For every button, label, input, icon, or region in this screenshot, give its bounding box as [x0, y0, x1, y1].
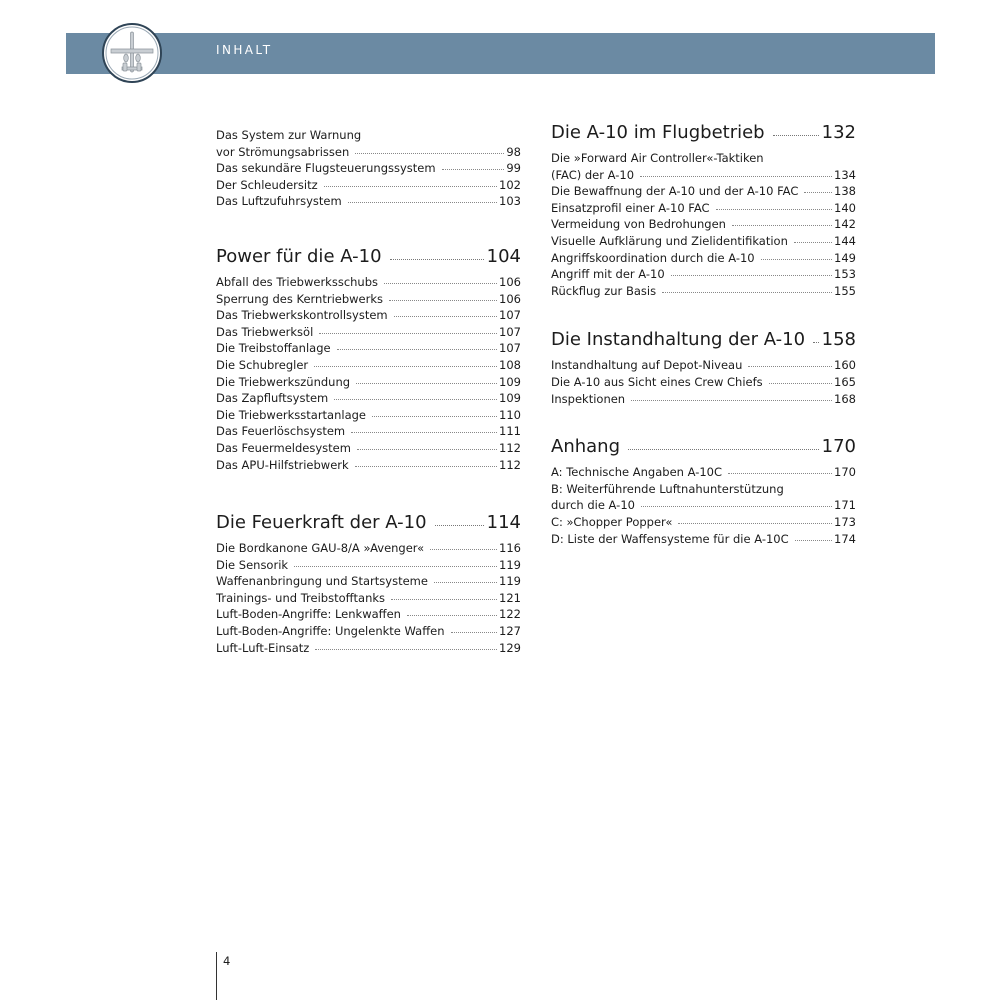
toc-entry-title: D: Liste der Waffensysteme für die A-10C [551, 531, 789, 546]
toc-entry-page: 171 [834, 498, 856, 513]
toc-entry-line: B: Weiterführende Luftnahunterstützung [551, 481, 784, 496]
toc-entry-title: Trainings- und Treibstofftanks [216, 590, 386, 605]
toc-entry-title: C: »Chopper Popper« [551, 514, 673, 529]
toc-entry[interactable] [216, 160, 521, 177]
toc-entry-page: 107 [499, 308, 521, 323]
dot-leader [430, 549, 497, 550]
toc-entry-page: 106 [499, 274, 521, 289]
toc-section [216, 510, 521, 656]
toc-entry[interactable] [216, 390, 521, 407]
dot-leader [794, 242, 832, 243]
dot-leader [337, 349, 497, 350]
toc-entry[interactable] [216, 606, 521, 623]
toc-entry[interactable] [551, 514, 856, 531]
toc-entry-title: Das Triebwerksöl [216, 324, 314, 339]
dot-leader [640, 176, 832, 177]
dot-leader [769, 383, 832, 384]
toc-entry[interactable] [551, 391, 856, 408]
toc-section [551, 327, 856, 407]
toc-entry-page: 129 [499, 640, 521, 655]
toc-entry[interactable] [216, 640, 521, 657]
toc-entry-page: 153 [834, 267, 856, 282]
toc-entry-page: 142 [834, 217, 856, 232]
toc-entry-page: 99 [506, 161, 521, 176]
toc-entry-page: 111 [499, 424, 521, 439]
toc-entry-title: Die A-10 aus Sicht eines Crew Chiefs [551, 374, 763, 389]
section-heading[interactable] [551, 434, 856, 460]
dot-leader [804, 192, 832, 193]
toc-entry-page: 174 [834, 531, 856, 546]
toc-entry-page: 107 [499, 341, 521, 356]
dot-leader [728, 473, 832, 474]
dot-leader [357, 449, 497, 450]
toc-entry-title: Waffenanbringung und Startsysteme [216, 574, 428, 589]
toc-entry-page: 116 [499, 541, 521, 556]
toc-entry-title: Die Bordkanone GAU-8/A »Avenger« [216, 541, 425, 556]
dot-leader [315, 649, 497, 650]
dot-leader [355, 466, 497, 467]
toc-entry[interactable] [551, 183, 856, 200]
toc-entry-page: 140 [834, 200, 856, 215]
toc-entry[interactable] [216, 291, 521, 308]
toc-entry-page: 168 [834, 391, 856, 406]
toc-entry-title: Die Schubregler [216, 357, 309, 372]
toc-section [551, 434, 856, 547]
header-title: INHALT [216, 43, 273, 57]
dot-leader [334, 399, 497, 400]
toc-entry[interactable] [216, 540, 521, 557]
toc-entry[interactable] [216, 623, 521, 640]
toc-entry-title: Die Triebwerkszündung [216, 374, 351, 389]
dot-leader [435, 525, 484, 526]
toc-entry-title: (FAC) der A-10 [551, 167, 635, 182]
toc-entry[interactable] [551, 167, 856, 184]
toc-entry[interactable] [551, 216, 856, 233]
section-heading[interactable] [216, 244, 521, 270]
toc-entry-page: 110 [499, 407, 521, 422]
toc-entry-title: durch die A-10 [551, 498, 635, 513]
dot-leader [434, 582, 497, 583]
dot-leader [761, 259, 832, 260]
toc-entry-title: Luft-Boden-Angriffe: Ungelenkte Waffen [216, 624, 445, 639]
toc-entry[interactable] [551, 200, 856, 217]
toc-entry-page: 170 [834, 465, 856, 480]
footer-rule [216, 952, 217, 1000]
dot-leader [671, 275, 832, 276]
toc-entry[interactable] [216, 590, 521, 607]
toc-entry-page: 155 [834, 283, 856, 298]
toc-entry-title: Das Feuermeldesystem [216, 440, 351, 455]
toc-entry[interactable] [216, 340, 521, 357]
toc-entry-page: 103 [499, 194, 521, 209]
dot-leader [355, 153, 504, 154]
toc-entry-page: 112 [499, 457, 521, 472]
dot-leader [390, 259, 484, 260]
toc-entry[interactable] [216, 573, 521, 590]
section-heading-page: 170 [821, 436, 856, 458]
toc-section [216, 127, 521, 210]
dot-leader [628, 449, 819, 450]
toc-entry[interactable] [551, 250, 856, 267]
section-heading-title: Power für die A-10 [216, 245, 382, 267]
toc-entry-page: 134 [834, 167, 856, 182]
toc-entry-title: Die Sensorik [216, 557, 289, 572]
section-heading-title: Die Feuerkraft der A-10 [216, 512, 427, 534]
toc-entry-title: Das Triebwerkskontrollsystem [216, 308, 388, 323]
toc-entry-title: Visuelle Aufklärung und Zielidentifikation [551, 233, 788, 248]
toc-entry-page: 119 [499, 557, 521, 572]
toc-entry-line: Die »Forward Air Controller«-Taktiken [551, 151, 764, 165]
section-heading[interactable] [216, 510, 521, 536]
toc-entry-page: 138 [834, 184, 856, 199]
dot-leader [348, 202, 497, 203]
page-number: 4 [223, 954, 231, 968]
toc-entry[interactable] [216, 274, 521, 291]
toc-entry[interactable] [216, 177, 521, 194]
aircraft-logo-icon [101, 22, 163, 84]
section-heading-title: Die Instandhaltung der A-10 [551, 329, 806, 351]
toc-left-column [216, 127, 521, 656]
toc-entry-title: Luft-Luft-Einsatz [216, 640, 310, 655]
toc-entry[interactable] [551, 497, 856, 514]
dot-leader [407, 615, 497, 616]
dot-leader [324, 186, 497, 187]
toc-entry[interactable] [216, 193, 521, 210]
toc-entry-title: Vermeidung von Bedrohungen [551, 217, 726, 232]
toc-right-column [551, 120, 856, 547]
toc-entry[interactable] [551, 357, 856, 374]
toc-entry[interactable] [216, 407, 521, 424]
toc-entry-page: 149 [834, 250, 856, 265]
toc-entry-page: 160 [834, 358, 856, 373]
toc-entry[interactable] [551, 266, 856, 283]
section-heading-page: 114 [486, 512, 521, 534]
toc-entry-title: Abfall des Triebwerksschubs [216, 274, 379, 289]
dot-leader [356, 383, 497, 384]
toc-entry-page: 127 [499, 624, 521, 639]
toc-entry-page: 106 [499, 291, 521, 306]
section-heading-title: Die A-10 im Flugbetrieb [551, 122, 765, 143]
toc-section [551, 120, 856, 299]
dot-leader [678, 523, 832, 524]
toc-entry[interactable] [551, 531, 856, 548]
toc-entry-page: 144 [834, 233, 856, 248]
toc-entry-page: 107 [499, 324, 521, 339]
dot-leader [748, 366, 832, 367]
toc-entry-title: Das sekundäre Flugsteuerungssystem [216, 161, 436, 176]
toc-entry[interactable] [216, 307, 521, 324]
toc-entry-page: 173 [834, 514, 856, 529]
dot-leader [641, 506, 832, 507]
toc-entry[interactable] [216, 357, 521, 374]
toc-entry-title: Rückflug zur Basis [551, 283, 657, 298]
toc-entry-page: 122 [499, 607, 521, 622]
dot-leader [319, 333, 497, 334]
toc-entry-line: Das System zur Warnung [216, 128, 362, 142]
dot-leader [394, 316, 497, 317]
dot-leader [716, 209, 832, 210]
dot-leader [389, 300, 497, 301]
toc-entry-title: vor Strömungsabrissen [216, 144, 350, 159]
toc-entry-page: 119 [499, 574, 521, 589]
section-heading-page: 104 [486, 245, 521, 267]
toc-entry-title: Sperrung des Kerntriebwerks [216, 291, 384, 306]
toc-entry-title: Die Treibstoffanlage [216, 341, 331, 356]
dot-leader [631, 400, 832, 401]
toc-entry-page: 112 [499, 440, 521, 455]
toc-entry-title: Angriffskoordination durch die A-10 [551, 250, 755, 265]
toc-entry[interactable] [551, 283, 856, 300]
toc-entry-title: Inspektionen [551, 391, 626, 406]
toc-entry-title: Luft-Boden-Angriffe: Lenkwaffen [216, 607, 401, 622]
toc-entry-page: 102 [499, 177, 521, 192]
dot-leader [795, 540, 832, 541]
toc-entry-page: 165 [834, 374, 856, 389]
toc-entry-title: Die Triebwerksstartanlage [216, 407, 367, 422]
toc-entry[interactable] [216, 374, 521, 391]
toc-entry[interactable] [216, 440, 521, 457]
header-band [66, 33, 935, 74]
dot-leader [314, 366, 497, 367]
toc-entry[interactable] [551, 233, 856, 250]
toc-entry-title: Das Zapfluftsystem [216, 391, 329, 406]
toc-entry[interactable] [551, 464, 856, 481]
toc-entry-page: 108 [499, 357, 521, 372]
toc-entry-title: Angriff mit der A-10 [551, 267, 665, 282]
dot-leader [773, 135, 819, 136]
section-heading[interactable] [551, 120, 856, 146]
section-heading-page: 158 [821, 329, 856, 351]
section-heading-page: 132 [821, 122, 856, 143]
dot-leader [813, 342, 819, 343]
dot-leader [351, 432, 497, 433]
toc-entry-title: Einsatzprofil einer A-10 FAC [551, 200, 710, 215]
dot-leader [732, 225, 832, 226]
dot-leader [294, 566, 497, 567]
toc-entry-page: 98 [506, 144, 521, 159]
toc-entry-page: 121 [499, 590, 521, 605]
toc-entry[interactable] [216, 423, 521, 440]
dot-leader [442, 169, 505, 170]
dot-leader [391, 599, 497, 600]
section-heading-title: Anhang [551, 436, 620, 458]
toc-section [216, 244, 521, 473]
toc-entry-page: 109 [499, 391, 521, 406]
toc-entry-title: Instandhaltung auf Depot-Niveau [551, 358, 743, 373]
dot-leader [451, 632, 498, 633]
toc-entry[interactable] [216, 457, 521, 474]
dot-leader [384, 283, 497, 284]
dot-leader [662, 292, 832, 293]
toc-entry-title: Die Bewaffnung der A-10 und der A-10 FAC [551, 184, 799, 199]
toc-entry[interactable] [551, 374, 856, 391]
toc-entry-title: Das Luftzufuhrsystem [216, 194, 342, 209]
toc-entry[interactable] [216, 144, 521, 161]
toc-entry-title: Der Schleudersitz [216, 177, 318, 192]
dot-leader [372, 416, 497, 417]
toc-entry-title: A: Technische Angaben A-10C [551, 465, 723, 480]
section-heading[interactable] [551, 327, 856, 353]
toc-entry-page: 109 [499, 374, 521, 389]
toc-entry-title: Das APU-Hilfstriebwerk [216, 457, 349, 472]
toc-entry[interactable] [216, 324, 521, 341]
toc-entry-title: Das Feuerlöschsystem [216, 424, 346, 439]
toc-entry[interactable] [216, 557, 521, 574]
